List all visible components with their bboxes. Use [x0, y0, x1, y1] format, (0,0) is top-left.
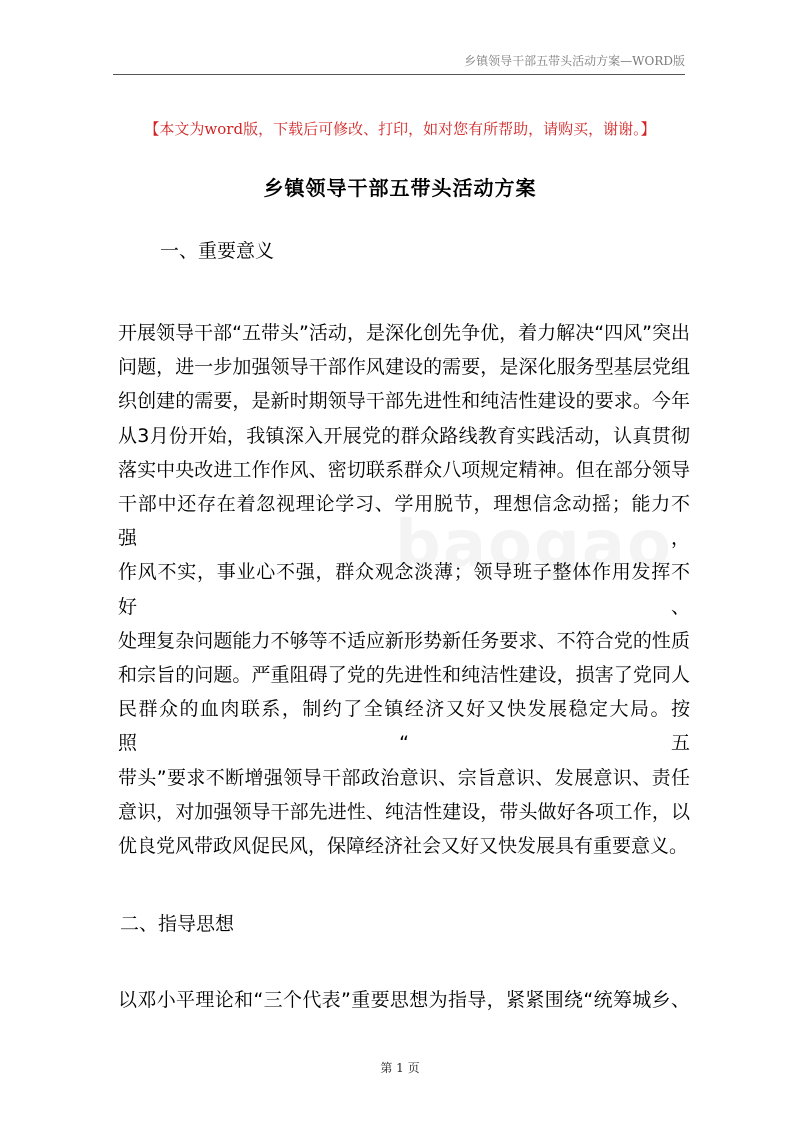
paragraph-line: 问题，进一步加强领导干部作风建设的需要，是深化服务型基层党组 — [118, 356, 690, 379]
running-header: 乡镇领导干部五带头活动方案—WORD版 — [464, 54, 685, 68]
paragraph-line: 处理复杂问题能力不够等不适应新形势新任务要求、不符合党的性质 — [118, 629, 690, 652]
section-heading-1: 一、重要意义 — [160, 240, 275, 262]
section-2-paragraph — [118, 983, 690, 1017]
paragraph-line: 和宗旨的问题。严重阻碍了党的先进性和纯洁性建设，损害了党同人 — [118, 664, 690, 687]
page-number: 第 1 页 — [380, 1061, 420, 1075]
paragraph-line: 民群众的血肉联系，制约了全镇经济又好又快发展稳定大局。按照“五 — [118, 698, 690, 755]
section-heading-2: 二、指导思想 — [120, 913, 235, 935]
paragraph-line: 干部中还存在着忽视理论学习、学用脱节，理想信念动摇；能力不强， — [118, 493, 690, 550]
paragraph-line: 织创建的需要，是新时期领导干部先进性和纯洁性建设的要求。今年 — [118, 390, 690, 413]
section-1-paragraph — [118, 316, 690, 863]
paragraph-line: 作风不实，事业心不强，群众观念淡薄；领导班子整体作用发挥不好、 — [118, 561, 690, 618]
paragraph-line: 以邓小平理论和“三个代表”重要思想为指导，紧紧围绕“统筹城乡、 — [118, 989, 690, 1011]
paragraph-line: 意识，对加强领导干部先进性、纯洁性建设，带头做好各项工作，以 — [118, 800, 690, 823]
paragraph-line: 优良党风带政风促民风，保障经济社会又好又快发展具有重要意义。 — [118, 835, 689, 858]
header-divider — [113, 74, 685, 75]
document-title: 乡镇领导干部五带头活动方案 — [263, 176, 537, 200]
paragraph-line: 落实中央改进工作作风、密切联系群众八项规定精神。但在部分领导 — [118, 458, 690, 481]
paragraph-line: 从3月份开始，我镇深入开展党的群众路线教育实践活动，认真贯彻 — [118, 424, 690, 447]
purchase-notice: 【本文为word版，下载后可修改、打印，如对您有所帮助，请购买，谢谢。】 — [144, 120, 656, 138]
paragraph-line: 带头”要求不断增强领导干部政治意识、宗旨意识、发展意识、责任 — [118, 766, 690, 789]
paragraph-line: 开展领导干部“五带头”活动，是深化创先争优，着力解决“四风”突出 — [118, 322, 690, 344]
